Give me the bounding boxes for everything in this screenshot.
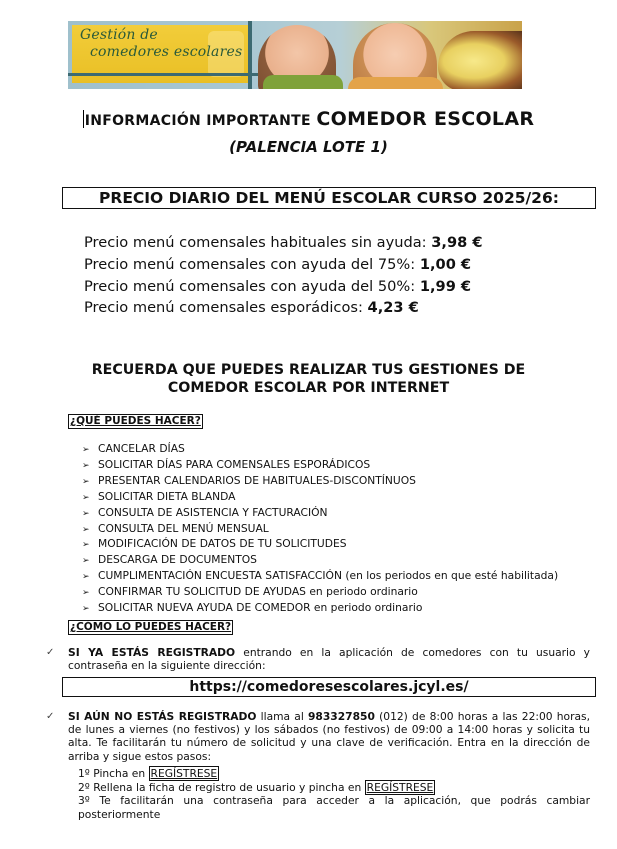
price-label: Precio menú comensales con ayuda del 50%: xyxy=(84,277,416,295)
arrow-bullet-icon: ➢ xyxy=(82,556,90,567)
list-item-text: CUMPLIMENTACIÓN ENCUESTA SATISFACCIÓN xyxy=(98,569,342,583)
not-registered-text: llama al xyxy=(256,710,308,723)
not-registered-heading: SI AÚN NO ESTÁS REGISTRADO xyxy=(68,710,257,723)
arrow-bullet-icon: ➢ xyxy=(82,492,90,503)
online-reminder-line2: COMEDOR ESCOLAR POR INTERNET xyxy=(167,379,450,396)
list-item-text: DESCARGA DE DOCUMENTOS xyxy=(98,553,257,567)
price-label: Precio menú comensales esporádicos: xyxy=(84,299,363,317)
banner-photo-child-left-shirt xyxy=(263,75,343,89)
registered-heading: SI YA ESTÁS REGISTRADO xyxy=(68,646,236,659)
price-label: Precio menú comensales habituales sin ayuda: xyxy=(84,234,427,251)
banner-title-line1: Gestión de xyxy=(80,27,158,43)
banner-photo-food xyxy=(438,31,522,89)
list-item xyxy=(82,458,558,474)
actions-list xyxy=(82,442,558,617)
list-item-text: SOLICITAR DÍAS PARA COMENSALES ESPORÁDICOS xyxy=(98,457,371,471)
list-item xyxy=(82,490,558,506)
list-item xyxy=(82,553,558,569)
list-item-text: MODIFICACIÓN DE DATOS DE TU SOLICITUDES xyxy=(98,537,347,551)
list-item xyxy=(82,506,558,522)
price-row xyxy=(84,254,483,276)
price-value: 3,98 € xyxy=(431,234,483,251)
arrow-bullet-icon: ➢ xyxy=(82,604,90,615)
how-can-you-do-it-label: ¿CÓMO LO PUEDES HACER? xyxy=(70,621,232,633)
checkmark-icon: ✓ xyxy=(46,647,55,658)
step-1-text: 1º Pincha en xyxy=(78,767,149,780)
list-item-text: CONFIRMAR TU SOLICITUD DE AYUDAS xyxy=(98,585,306,599)
page-title-prefix: INFORMACIÓN IMPORTANTE xyxy=(84,113,311,129)
list-item-text: SOLICITAR DIETA BLANDA xyxy=(98,489,236,503)
arrow-bullet-icon: ➢ xyxy=(82,476,90,487)
checkmark-icon: ✓ xyxy=(46,711,55,722)
price-value: 4,23 € xyxy=(367,299,419,317)
page-title xyxy=(0,108,617,130)
banner-title xyxy=(80,27,242,61)
list-item-text: PRESENTAR CALENDARIOS DE HABITUALES-DISCONTÍNUOS xyxy=(98,473,416,487)
price-row xyxy=(84,297,483,319)
price-value: 1,00 € xyxy=(419,255,472,273)
list-item xyxy=(82,601,558,617)
register-link[interactable]: REGÍSTRESE xyxy=(366,780,434,794)
what-can-you-do-label: ¿QUÉ PUEDES HACER? xyxy=(70,415,201,427)
price-value: 1,99 € xyxy=(419,277,472,295)
list-item xyxy=(82,522,558,538)
registration-steps xyxy=(78,767,590,821)
arrow-bullet-icon: ➢ xyxy=(82,460,90,471)
list-item xyxy=(82,585,558,601)
step-2-text: 2º Rellena la ficha de registro de usuario y pincha en xyxy=(78,780,365,794)
step-3: 3º Te facilitarán una contraseña para acceder a la aplicación, que podrás cambiar posteriormente xyxy=(78,794,590,821)
not-registered-instructions xyxy=(46,710,590,763)
registered-instructions xyxy=(46,646,590,672)
header-banner xyxy=(68,21,522,89)
price-list xyxy=(84,232,483,319)
arrow-bullet-icon: ➢ xyxy=(82,508,90,519)
list-item-text: CANCELAR DÍAS xyxy=(98,442,185,455)
banner-photo-child-right-shirt xyxy=(348,77,443,89)
banner-vertical-bar xyxy=(248,21,252,89)
step-2 xyxy=(78,781,590,795)
app-url-link[interactable]: https://comedoresescolares.jcyl.es/ xyxy=(62,677,596,697)
not-registered-text-cont: (012) de 8:00 horas a las 22:00 horas, de lunes a viernes (no festivos) y los sábados (no festivos) de 09:00 a 14:00 horas y solicita tu alta. Te facilitarán tu número de solicitud y una clave de verificación. Entra en la dirección de arriba y sigue estos pasos: xyxy=(68,710,590,763)
online-reminder-line1: RECUERDA QUE PUEDES REALIZAR TUS GESTIONES DE xyxy=(91,362,526,378)
banner-title-line2: comedores escolares xyxy=(90,44,243,60)
list-item xyxy=(82,442,558,458)
arrow-bullet-icon: ➢ xyxy=(82,445,90,455)
list-item-text: CONSULTA DEL MENÚ MENSUAL xyxy=(98,521,269,535)
price-row xyxy=(84,276,483,298)
arrow-bullet-icon: ➢ xyxy=(82,588,90,599)
list-item xyxy=(82,569,558,585)
list-item-note: en periodo ordinario xyxy=(310,601,423,615)
price-label: Precio menú comensales con ayuda del 75%: xyxy=(84,255,416,273)
list-item xyxy=(82,537,558,553)
page-title-main: COMEDOR ESCOLAR xyxy=(316,108,535,130)
text-cursor xyxy=(83,110,84,128)
price-heading-box: PRECIO DIARIO DEL MENÚ ESCOLAR CURSO 2025/26: xyxy=(62,187,596,209)
registered-text: entrando en la aplicación de comedores con tu usuario y contraseña en la siguiente dirección: xyxy=(68,646,590,673)
price-row xyxy=(84,232,483,254)
arrow-bullet-icon: ➢ xyxy=(82,524,90,535)
step-1 xyxy=(78,767,590,781)
register-link[interactable]: REGÍSTRESE xyxy=(150,767,218,780)
banner-horizontal-bar xyxy=(68,73,268,76)
phone-number: 983327850 xyxy=(307,710,375,723)
arrow-bullet-icon: ➢ xyxy=(82,540,90,551)
list-item-text: SOLICITAR NUEVA AYUDA DE COMEDOR xyxy=(98,601,311,615)
list-item-note: en periodo ordinario xyxy=(305,585,418,599)
list-item xyxy=(82,474,558,490)
list-item-text: CONSULTA DE ASISTENCIA Y FACTURACIÓN xyxy=(98,505,328,519)
list-item-note: (en los periodos en que esté habilitada) xyxy=(341,569,559,583)
arrow-bullet-icon: ➢ xyxy=(82,572,90,583)
page-subtitle: (PALENCIA LOTE 1) xyxy=(229,138,388,156)
online-reminder-heading xyxy=(0,362,617,397)
